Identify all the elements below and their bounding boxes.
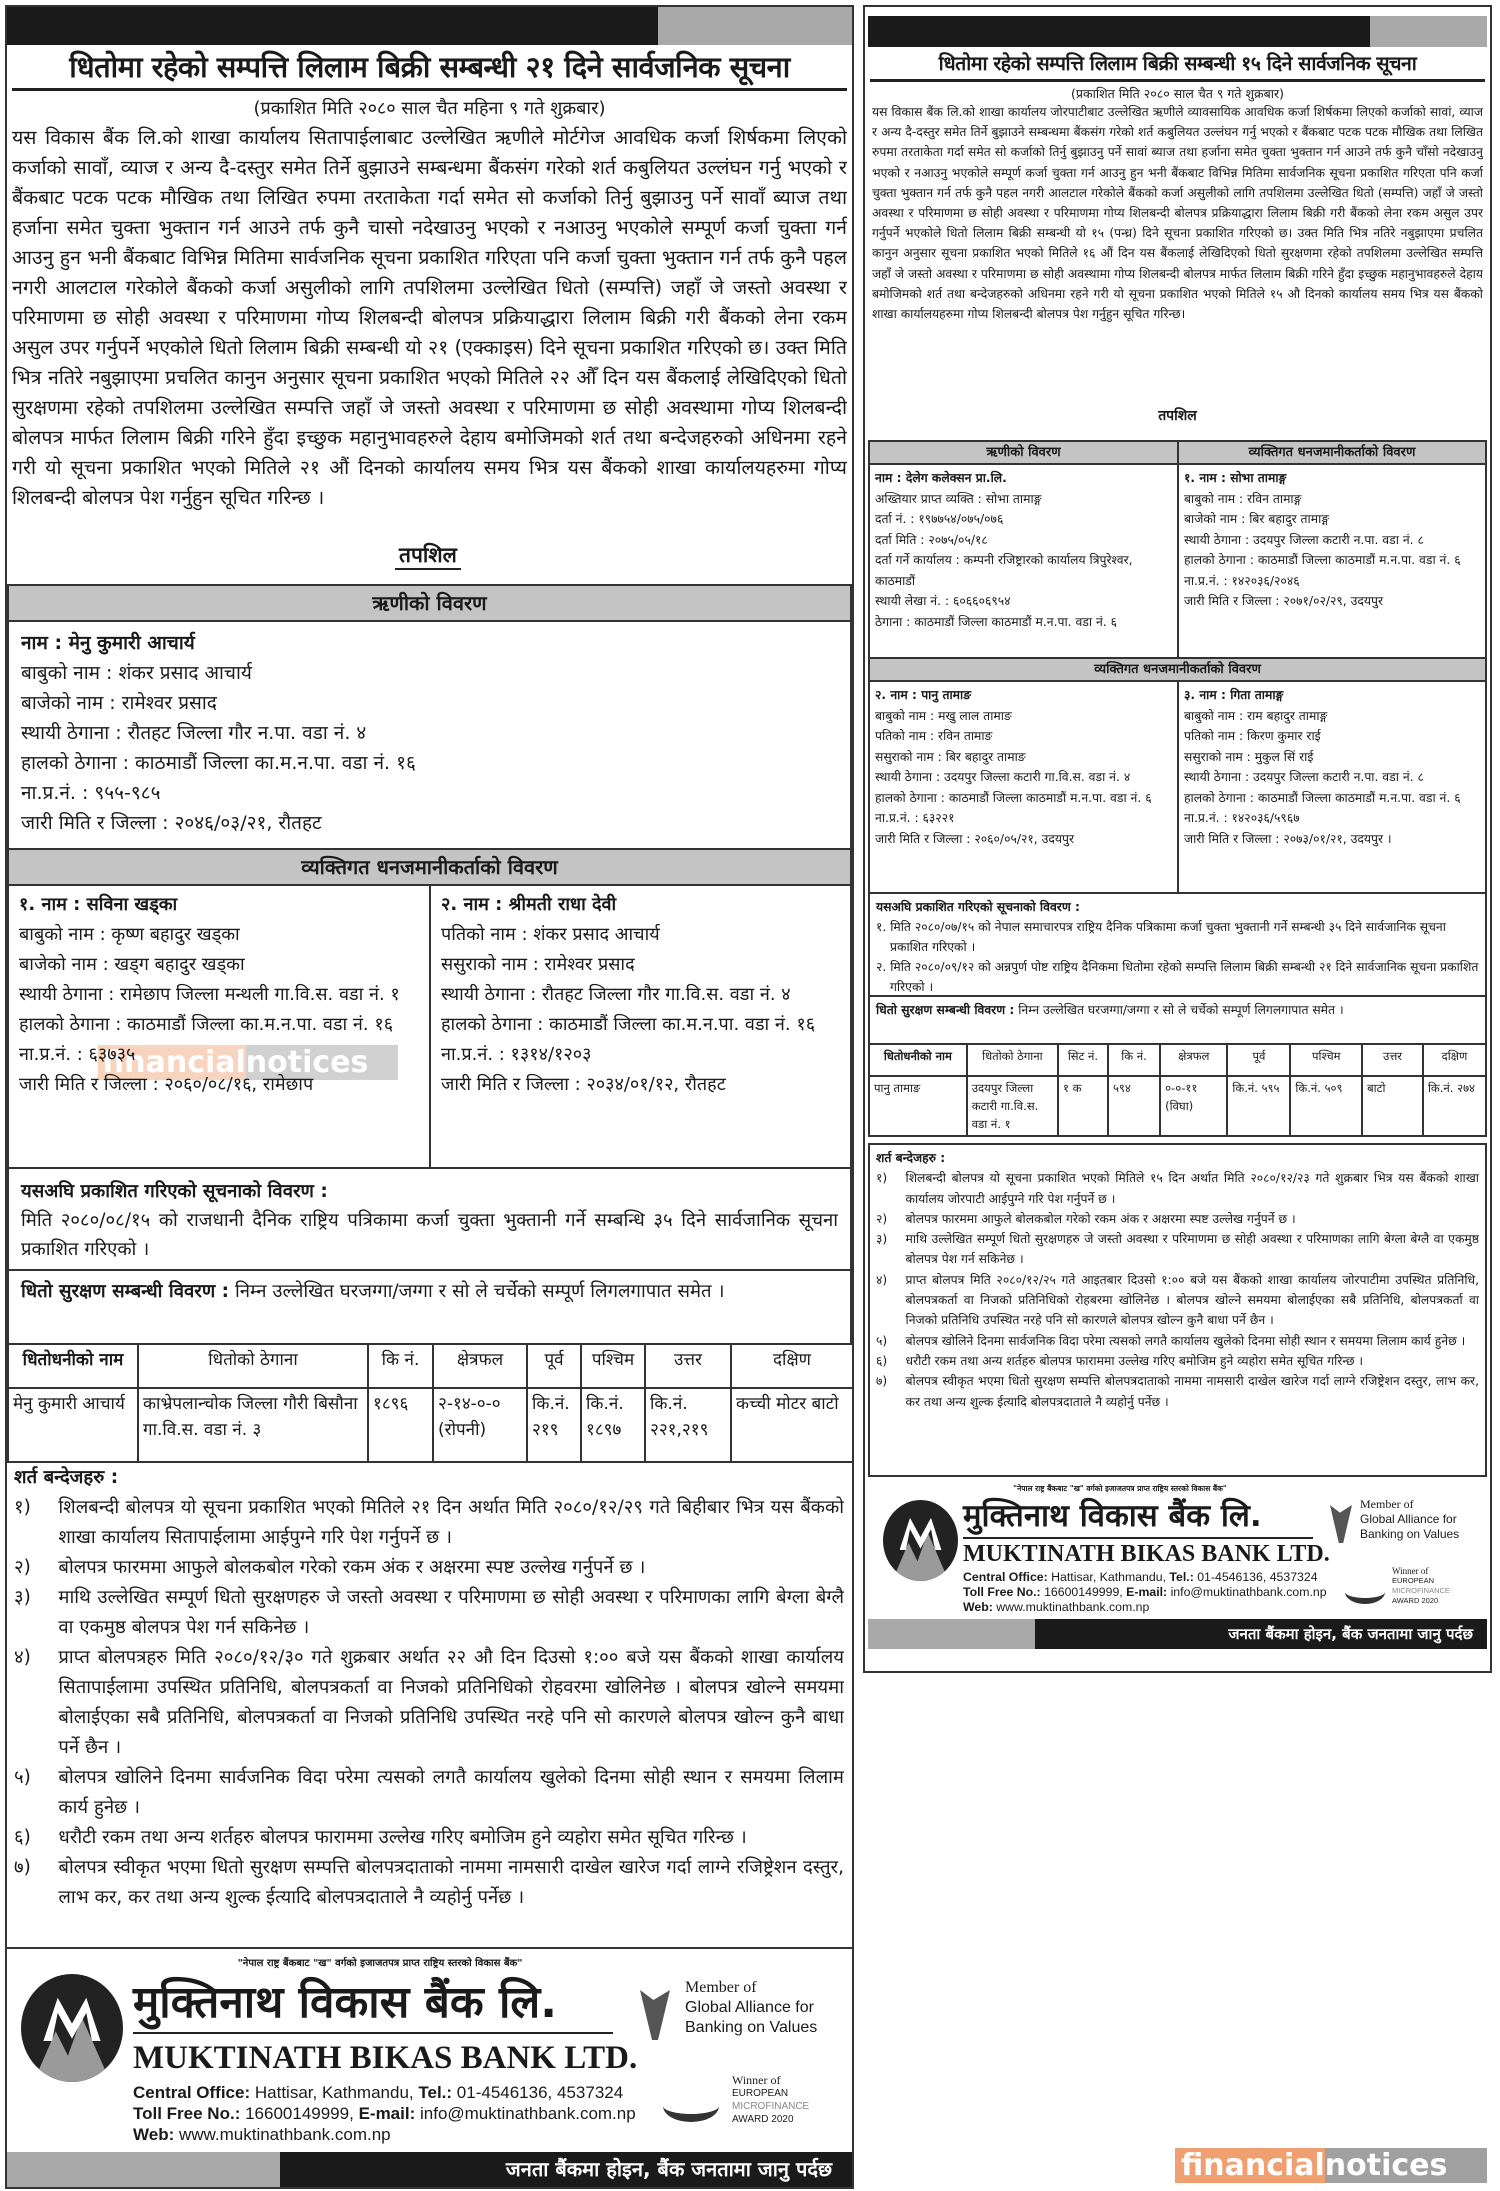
- slogan-band: [868, 1619, 1487, 1649]
- borrower-detail-line: स्थायी ठेगाना : रौतहट जिल्ला गौर न.पा. वडा नं. ४: [21, 722, 367, 744]
- member-of: Member of: [685, 1979, 757, 1996]
- security-details: [868, 995, 1487, 1045]
- bank-logo-icon: [21, 1974, 123, 2082]
- central-office: Hattisar, Kathmandu,: [254, 2083, 414, 2102]
- condition-item: [876, 1229, 1479, 1270]
- table-cell: कच्ची मोटर बाटो: [731, 1388, 853, 1462]
- condition-text: बोलपत्र खोलिने दिनमा सार्वजनिक विदा परेमा त्यसको लगतै कार्यालय खुलेको दिनमा सोही स्थान र समयमा लिलाम कार्य हुनेछ ।: [905, 1333, 1466, 1348]
- condition-item: [876, 1168, 1479, 1209]
- table-cell: कि.नं. ५०९: [1290, 1076, 1362, 1136]
- web-link[interactable]: www.muktinathbank.com.np: [996, 1600, 1150, 1614]
- bank-name-english: MUKTINATH BIKAS BANK LTD.: [133, 2040, 638, 2076]
- borrower-detail-line: ना.प्र.नं. : ९५५-९८५: [21, 782, 161, 804]
- table-cell: उदयपुर जिल्ला कटारी गा.वि.स. वडा नं. १: [967, 1076, 1058, 1136]
- guarantor-detail-line: बाबुको नाम : राम बहादुर तामाङ्ग: [1184, 708, 1328, 723]
- award-line-1: EUROPEAN: [1392, 1576, 1435, 1585]
- condition-number: २): [14, 1557, 31, 1578]
- table-cell: कि.नं. १८९७: [581, 1388, 645, 1462]
- divider: [7, 1947, 852, 1949]
- watermark-part-2: notices: [1325, 2148, 1488, 2183]
- borrower-detail-lines: [875, 489, 1172, 633]
- column-header: धितोको ठेगाना: [138, 1344, 368, 1388]
- borrower-detail-line: बाबुको नाम : शंकर प्रसाद आचार्य: [21, 662, 252, 684]
- table-row: [8, 1388, 853, 1462]
- toll-free-label: Toll Free No.:: [963, 1585, 1041, 1599]
- borrower-detail-line: स्थायी लेखा नं. : ६०६६०६९५४: [875, 594, 1011, 608]
- guarantor-3: [1177, 680, 1487, 894]
- guarantor-detail-line: ना.प्र.नं. : १४२०३६/२०४६: [1184, 573, 1300, 588]
- bank-name-english: MUKTINATH BIKAS BANK LTD.: [963, 1541, 1330, 1567]
- alliance-line-2: Banking on Values: [685, 2019, 818, 2036]
- guarantor-detail-lines: [19, 920, 419, 1100]
- condition-text: माथि उल्लेखित सम्पूर्ण धितो सुरक्षणहरु जे जस्तो अवस्था र परिमाणमा छ सोही अवस्था र परिमाणका लागि बेग्ला बेग्लै वा एकमुष्ठ बोलपत्र पेश गर्न सकिनेछ ।: [58, 1587, 844, 1638]
- condition-text: धरौटी रकम तथा अन्य शर्तहरु बोलपत्र फाराममा उल्लेख गरिए बमोजिम हुने व्यहोरा समेत सूचित गरिन्छ ।: [905, 1353, 1364, 1368]
- column-header: दक्षिण: [1423, 1044, 1486, 1076]
- collateral-table: [868, 1043, 1487, 1137]
- guarantor-name: २. नाम : श्रीमती राधा देवी: [441, 894, 617, 915]
- guarantor-detail-line: ना.प्र.नं. : १३१४/१२०३: [441, 1044, 592, 1065]
- previous-notices: [7, 1167, 852, 1271]
- condition-number: १): [14, 1497, 31, 1518]
- award-line-2: MICROFINANCE: [732, 2101, 810, 2112]
- bank-name-nepali: मुक्तिनाथ विकास बैंक लि.: [963, 1495, 1313, 1539]
- condition-item: [14, 1763, 844, 1823]
- award-logo-icon: [663, 2090, 719, 2122]
- central-office-label: Central Office:: [963, 1570, 1048, 1584]
- security-label: धितो सुरक्षण सम्बन्धी विवरण :: [21, 1281, 230, 1302]
- guarantor-name: २. नाम : पानु तामाङ: [875, 688, 972, 702]
- tel: 01-4546136, 4537324: [456, 2083, 624, 2102]
- watermark: [1175, 2141, 1487, 2190]
- borrower-header: ऋणीको विवरण: [868, 440, 1179, 465]
- bank-name-nepali: मुक्तिनाथ विकास बैंक लि.: [133, 1974, 613, 2034]
- guarantor-detail-line: ससुराको नाम : मुकुल सिं राई: [1184, 749, 1314, 764]
- borrower-detail-line: हालको ठेगाना : काठमाडौं जिल्ला का.म.न.पा. वडा नं. १६: [21, 752, 416, 774]
- bank-tagline: "नेपाल राष्ट्र बैंकबाट "ख" वर्गको इजाजतपत्र प्राप्त राष्ट्रिय स्तरको विकास बैंक": [237, 1958, 523, 1969]
- previous-notice-item: १. मिति २०८०/०७/१५ को नेपाल समाचारपत्र राष्ट्रिय दैनिक पत्रिकामा कर्जा चुक्ता भुक्तानी गर्ने सम्बन्धी ३५ दिने सार्वजानिक सूचना प्रकाशित गरिएको ।: [876, 920, 1446, 954]
- condition-number: ७): [14, 1857, 31, 1878]
- guarantor-detail-line: ना.प्र.नं. : ६३७३५: [19, 1044, 136, 1065]
- membership: [685, 1978, 817, 2038]
- web-label: Web:: [133, 2125, 175, 2144]
- borrower-details: [7, 620, 852, 850]
- condition-number: ४): [876, 1272, 888, 1287]
- watermark-part-2: notices: [246, 1045, 399, 1080]
- tel-label: Tel.:: [1169, 1570, 1194, 1584]
- condition-item: [14, 1553, 844, 1583]
- published-date: (प्रकाशित मिति २०८० साल चैत ९ गते शुक्रबार): [1071, 86, 1284, 101]
- column-header: उत्तर: [645, 1344, 731, 1388]
- conditions-list: [14, 1493, 844, 1913]
- condition-text: शिलबन्दी बोलपत्र यो सूचना प्रकाशित भएको मितिले १५ दिन अर्थात मिति २०८०/१२/२३ गते शुक्रबार भित्र यस बैंकको शाखा कार्यालय जोरपाटी आईपुग्ने गरि पेश गर्नुपर्ने छ ।: [905, 1171, 1479, 1206]
- table-cell: कि.नं. ५९५: [1227, 1076, 1290, 1136]
- toll-free-label: Toll Free No.:: [133, 2104, 241, 2123]
- conditions-title: शर्त बन्देजहरु :: [876, 1151, 946, 1165]
- published-date: (प्रकाशित मिति २०८० साल चैत महिना ९ गते शुक्रबार): [253, 98, 606, 119]
- condition-number: ६): [14, 1827, 31, 1848]
- condition-text: बोलपत्र खोलिने दिनमा सार्वजनिक विदा परेमा त्यसको लगतै कार्यालय खुलेको दिनमा सोही स्थान र समयमा लिलाम कार्य हुनेछ ।: [58, 1767, 844, 1818]
- borrower-detail-line: दर्ता नं. : १९७७५४/०७५/०७६: [875, 512, 1004, 526]
- borrower-detail-line: दर्ता गर्ने कार्यालय : कम्पनी रजिष्ट्रारको कार्यालय त्रिपुरेश्वर, काठमाडौं: [875, 553, 1133, 588]
- central-office: Hattisar, Kathmandu,: [1051, 1570, 1166, 1584]
- condition-text: बोलपत्र स्वीकृत भएमा धितो सुरक्षण सम्पत्ति बोलपत्रदाताको नाममा नामसारी दाखेल खारेज गर्दा लाग्ने रजिष्ट्रेशन दस्तुर, लाभ कर, कर तथा अन्य शुल्क ईत्यादि बोलपत्रदाताले नै व्यहोर्नु पर्नेछ ।: [905, 1374, 1479, 1409]
- bank-logo-icon: [883, 1500, 958, 1581]
- tapashil-heading: तपशिल: [1158, 408, 1197, 424]
- guarantor-detail-line: जारी मिति र जिल्ला : २०६०/०८/१६, रामेछाप: [19, 1074, 314, 1095]
- borrower-detail-line: दर्ता मिति : २०७५/०५/१८: [875, 532, 988, 547]
- guarantor-detail-line: ससुराको नाम : रामेश्वर प्रसाद: [441, 954, 635, 975]
- condition-item: [14, 1493, 844, 1553]
- table-header-row: [869, 1044, 1486, 1076]
- condition-text: बोलपत्र फारममा आफुले बोलकबोल गरेको रकम अंक र अक्षरमा स्पष्ट उल्लेख गर्नुपर्ने छ ।: [58, 1557, 646, 1578]
- guarantor-detail-line: हालको ठेगाना : काठमाडौं जिल्ला काठमाडौं म.न.पा. वडा नं. ६: [1184, 790, 1461, 805]
- condition-text: धरौटी रकम तथा अन्य शर्तहरु बोलपत्र फाराममा उल्लेख गरिए बमोजिम हुने व्यहोरा समेत सूचित गरिन्छ ।: [58, 1827, 747, 1848]
- email-label: E-mail:: [358, 2104, 416, 2123]
- condition-number: ६): [876, 1353, 888, 1368]
- guarantor-header: व्यक्तिगत धनजमानीकर्ताको विवरण: [868, 657, 1487, 682]
- guarantor-1: [7, 884, 431, 1169]
- slogan: जनता बैंकमा होइन, बैंक जनतामा जानु पर्दछ: [1228, 1625, 1473, 1643]
- borrower-detail-line: बाजेको नाम : रामेश्वर प्रसाद: [21, 692, 217, 714]
- bank-contact: [133, 2082, 636, 2145]
- security-text: निम्न उल्लेखित घरजग्गा/जग्गा र सो ले चर्चेको सम्पूर्ण लिगलगापात समेत ।: [1018, 1003, 1344, 1017]
- award: [1392, 1566, 1450, 1606]
- borrower-header: ऋणीको विवरण: [7, 584, 852, 622]
- guarantor-detail-line: हालको ठेगाना : काठमाडौं जिल्ला काठमाडौं म.न.पा. वडा नं. ६: [875, 790, 1152, 805]
- previous-notice-items: [21, 1206, 838, 1264]
- condition-text: शिलबन्दी बोलपत्र यो सूचना प्रकाशित भएको मितिले २१ दिन अर्थात मिति २०८०/१२/२९ गते बिहीबार भित्र यस बैंकको शाखा कार्यालय सितापाईलामा आईपुग्ने गरि पेश गर्नुपर्ने छ ।: [58, 1497, 844, 1548]
- column-header: पूर्व: [1227, 1044, 1290, 1076]
- table-cell: कि.नं. २१९: [527, 1388, 581, 1462]
- guarantor-detail-line: पतिको नाम : रविन तामाङ: [875, 729, 993, 743]
- web-link[interactable]: www.muktinathbank.com.np: [178, 2125, 391, 2144]
- guarantor-detail-line: जारी मिति र जिल्ला : २०६०/०५/२१, उदयपुर: [875, 831, 1075, 846]
- membership: [1360, 1497, 1459, 1542]
- watermark-part-1: financial: [1175, 2148, 1325, 2183]
- winner-of: Winner of: [732, 2073, 781, 2087]
- guarantor-detail-line: स्थायी ठेगाना : उदयपुर जिल्ला कटारी न.पा. वडा नं. ८: [1184, 532, 1424, 547]
- table-row: [869, 1076, 1486, 1136]
- condition-number: ४): [14, 1647, 31, 1668]
- condition-text: बोलपत्र स्वीकृत भएमा धितो सुरक्षण सम्पत्ति बोलपत्रदाताको नाममा नामसारी दाखेल खारेज गर्दा लाग्ने रजिष्ट्रेशन दस्तुर, लाभ कर, कर तथा अन्य शुल्क ईत्यादि बोलपत्रदाताले नै व्यहोर्नु पर्नेछ ।: [58, 1857, 844, 1908]
- column-header: दक्षिण: [731, 1344, 853, 1388]
- column-header: धितोधनीको नाम: [8, 1344, 138, 1388]
- column-header: क्षेत्रफल: [433, 1344, 527, 1388]
- guarantor-detail-line: बाबुको नाम : मखु लाल तामाङ: [875, 708, 1012, 723]
- column-header: धितोधनीको नाम: [869, 1044, 967, 1076]
- table-header-row: [8, 1344, 853, 1388]
- guarantor-detail-line: स्थायी ठेगाना : रामेछाप जिल्ला मन्थली गा.वि.स. वडा नं. १: [19, 984, 400, 1005]
- condition-text: बोलपत्र फारममा आफुले बोलकबोल गरेको रकम अंक र अक्षरमा स्पष्ट उल्लेख गर्नुपर्ने छ ।: [905, 1211, 1296, 1226]
- notice-body: यस विकास बैंक लि.को शाखा कार्यालय जोरपाटीबाट उल्लेखित ऋणीले व्यावसायिक आवधिक कर्जा शिर्षकमा लिएको कर्जाको सावां, व्याज र अन्य दै-दस्तुर समेत तिर्ने बुझाउने सम्बन्धमा बैंकसंग गरेको शर्त कबुलियत उल्लंघन गर्नु भएको र बैंकबाट पटक पटक मौखिक तथा लिखित रुपमा तरताकेता गर्दा समेत सो कर्जाको तिर्नु बुझाउनु पर्ने सावां ब्याज तथा हर्जाना समेत चुक्ता भुक्तान गर्न आउने तर्फ कुनै चाँसो नदेखाउनु भएको र नआउनु भएकोले सम्पूर्ण कर्जा चुक्ता गर्न आउनु हुन भनी बैंकबाट विभिन्न मितिमा सार्वजनिक सूचना प्रकाशित गरिएता पनि कर्जा चुक्ता भुक्तान गर्न तर्फ कुनै पहल नगरी आलटाल गरेकोले बैंकको कर्जा असुलीको लागि तपशिलमा उल्लेखित धितो (सम्पत्ति) जहाँ जे जस्तो अवस्था र परिमाणमा छ सोही अवस्था र परिमाणमा गोप्य शिलबन्दी बोलपत्र प्रक्रियाद्धारा लिलाम बिक्री गरी बैंकको लेना रकम असुल उपर गर्नुपर्ने भएकोले धितो लिलाम बिक्री सम्बन्धी यो १५ (पन्ध्र) दिने सूचना प्रकाशित गरिएको छ। उक्त मिति भित्र नतिरे नबुझाएमा प्रचलित कानुन अनुसार सूचना प्रकाशित भएको मितिले १६ औं दिन यस बैंकलाई लेखिदिएको धितो सुरक्षणमा रहेको तपशिलमा उल्लेखित सम्पत्ति जहाँ जे जस्तो अवस्था र परिमाणमा छ सोही अवस्थामा गोप्य शिलबन्दी बोलपत्र मार्फत लिलाम बिक्री गरिने हुँदा इच्छुक महानुभावहरुले देहाय बमोजिमको शर्त तथा बन्देजहरुको अधिनमा रहने गरी यो सूचना प्रकाशित भएको मितिले १५ औ दिनको कार्यालय समय भित्र यस बैंकको शाखा कार्यालयहरुमा गोप्य शिलबन्दी बोलपत्र पेश गर्नुहुन सूचित गरिन्छ।: [872, 105, 1483, 322]
- top-bar: [7, 7, 852, 45]
- guarantor-detail-line: बाजेको नाम : बिर बहादुर तामाङ्ग: [1184, 512, 1330, 526]
- borrower-detail-lines: [21, 658, 838, 838]
- column-header: क्षेत्रफल: [1160, 1044, 1227, 1076]
- award-line-2: MICROFINANCE: [1392, 1586, 1450, 1595]
- guarantor-detail-lines: [1184, 489, 1480, 612]
- tapashil-heading: तपशिल: [395, 542, 461, 570]
- guarantor-detail-line: ना.प्र.नं. : १४२०३६/५९६७: [1184, 811, 1300, 825]
- borrower-name: नाम : मेनु कुमारी आचार्य: [21, 632, 195, 654]
- member-of: Member of: [1360, 1497, 1414, 1511]
- winner-of: Winner of: [1392, 1566, 1429, 1576]
- table-cell: बाटो: [1362, 1076, 1423, 1136]
- award-line-3: AWARD 2020: [732, 2114, 794, 2125]
- condition-item: [14, 1823, 844, 1853]
- previous-notices: [868, 892, 1487, 997]
- guarantor-detail-line: बाबुको नाम : कृष्ण बहादुर खड्का: [19, 924, 240, 945]
- condition-text: प्राप्त बोलपत्र मिति २०८०/१२/२५ गते आइतबार दिउसो १:०० बजे यस बैंकको शाखा कार्यालय जोरपाटीमा उपस्थित प्रतिनिधि, बोलपत्रकर्ता वा निजको प्रतिनिधिको रोहबरमा खोलिनेछ । बोलपत्र खोल्ने समयमा बोलाईएका सबै प्रतिनिधि, बोलपत्रकर्ता वा निजको प्रतिनिधि उपस्थित नरहे पनि सो कारणले बोलपत्र खोल्न कुनै बाधा पर्ने छैन ।: [905, 1272, 1479, 1328]
- column-header: पश्चिम: [581, 1344, 645, 1388]
- guarantor-detail-line: हालको ठेगाना : काठमाडौं जिल्ला का.म.न.पा. वडा नं. १६: [19, 1014, 394, 1035]
- condition-text: माथि उल्लेखित सम्पूर्ण धितो सुरक्षणहरु जे जस्तो अवस्था र परिमाणमा छ सोही अवस्था र परिमाणका लागि बेग्ला बेग्लै वा एकमुष्ठ बोलपत्र पेश गर्न सकिनेछ ।: [905, 1232, 1479, 1267]
- guarantor-detail-line: ना.प्र.नं. : ६३२२१: [875, 811, 955, 825]
- award: [732, 2074, 809, 2126]
- previous-notice-items: [876, 917, 1479, 997]
- security-details: [7, 1269, 852, 1345]
- previous-notices-title: यसअघि प्रकाशित गरिएको सूचनाको विवरण :: [21, 1181, 328, 1202]
- bank-contact: [963, 1570, 1327, 1615]
- slogan: जनता बैंकमा होइन, बैंक जनतामा जानु पर्दछ: [505, 2157, 832, 2181]
- borrower-detail-line: अख्तियार प्राप्त व्यक्ति : सोभा तामाङ्ग: [875, 491, 1042, 506]
- guarantor-name: १. नाम : सोभा तामाङ्ग: [1184, 471, 1287, 485]
- slogan-band: [7, 2152, 852, 2187]
- table-cell: २-१४-०-० (रोपनी): [433, 1388, 527, 1462]
- condition-number: ३): [14, 1587, 31, 1608]
- column-header: उत्तर: [1362, 1044, 1423, 1076]
- email-label: E-mail:: [1126, 1585, 1168, 1599]
- award-logo-icon: [1345, 1580, 1385, 1604]
- borrower-details: [868, 463, 1179, 659]
- conditions-title: शर्त बन्देजहरु :: [14, 1467, 119, 1488]
- condition-item: [876, 1371, 1479, 1412]
- previous-notice-item: मिति २०८०/०८/१५ को राजधानी दैनिक राष्ट्रिय पत्रिकामा कर्जा चुक्ता भुक्तानी गर्ने सम्बन्धि ३५ दिने सार्वजानिक सूचना प्रकाशित गरिएको ।: [21, 1210, 838, 1260]
- condition-item: [14, 1643, 844, 1763]
- table-cell: पानु तामाङ: [869, 1076, 967, 1136]
- guarantor-detail-lines: [1184, 706, 1480, 850]
- guarantor-detail-line: ससुराको नाम : बिर बहादुर तामाङ: [875, 749, 1026, 764]
- borrower-name: नाम : देलेग कलेक्सन प्रा.लि.: [875, 471, 1007, 485]
- guarantor-detail-line: पतिको नाम : शंकर प्रसाद आचार्य: [441, 924, 660, 945]
- column-header: कि नं.: [368, 1344, 433, 1388]
- top-bar: [868, 16, 1487, 47]
- guarantor-header: व्यक्तिगत धनजमानीकर्ताको विवरण: [1177, 440, 1487, 465]
- borrower-detail-line: जारी मिति र जिल्ला : २०४६/०३/२१, रौतहट: [21, 812, 322, 834]
- email-link[interactable]: info@muktinathbank.com.np: [419, 2104, 636, 2123]
- guarantor-header: व्यक्तिगत धनजमानीकर्ताको विवरण: [7, 848, 852, 886]
- central-office-label: Central Office:: [133, 2083, 251, 2102]
- condition-item: [876, 1270, 1479, 1331]
- notice-title: धितोमा रहेको सम्पत्ति लिलाम बिक्री सम्बन्धी २१ दिने सार्वजनिक सूचना: [12, 47, 847, 91]
- security-text: निम्न उल्लेखित घरजग्गा/जग्गा र सो ले चर्चेको सम्पूर्ण लिगलगापात समेत ।: [234, 1281, 725, 1302]
- notice-title: धितोमा रहेको सम्पत्ति लिलाम बिक्री सम्बन्धी १५ दिने सार्वजनिक सूचना: [870, 49, 1485, 82]
- guarantor-detail-line: जारी मिति र जिल्ला : २०३४/०१/१२, रौतहट: [441, 1074, 726, 1095]
- security-label: धितो सुरक्षण सम्बन्धी विवरण :: [876, 1003, 1015, 1017]
- table-cell: मेनु कुमारी आचार्य: [8, 1388, 138, 1462]
- table-cell: कि.नं. २७४: [1423, 1076, 1486, 1136]
- toll-free: 16600149999,: [1044, 1585, 1123, 1599]
- guarantor-detail-line: स्थायी ठेगाना : रौतहट जिल्ला गौर गा.वि.स. वडा नं. ४: [441, 984, 791, 1005]
- award-line-3: AWARD 2020: [1392, 1596, 1439, 1605]
- conditions-list: [876, 1168, 1479, 1412]
- guarantor-name: ३. नाम : गिता तामाङ्ग: [1184, 688, 1284, 702]
- previous-notice-item: २. मिति २०८०/०९/१२ को अन्नपुर्ण पोष्ट राष्ट्रिय दैनिकमा धितोमा रहेको सम्पत्ति लिलाम बिक्री सम्बन्धी २१ दिने सार्वजानिक सूचना प्रकाशित गरिएको ।: [876, 960, 1479, 994]
- guarantor-2: [429, 884, 852, 1169]
- guarantor-1: [1177, 463, 1487, 659]
- guarantor-detail-line: स्थायी ठेगाना : उदयपुर जिल्ला कटारी गा.वि.स. वडा नं. ४: [875, 770, 1131, 784]
- previous-notices-title: यसअघि प्रकाशित गरिएको सूचनाको विवरण :: [876, 900, 1080, 914]
- bank-tagline: "नेपाल राष्ट्र बैंकबाट "ख" वर्गको इजाजतपत्र प्राप्त राष्ट्रिय स्तरको विकास बैंक": [1013, 1484, 1227, 1493]
- guarantor-detail-line: स्थायी ठेगाना : उदयपुर जिल्ला कटारी न.पा. वडा नं. ८: [1184, 770, 1424, 784]
- column-header: पूर्व: [527, 1344, 581, 1388]
- column-header: धितोको ठेगाना: [967, 1044, 1058, 1076]
- toll-free: 16600149999,: [245, 2104, 354, 2123]
- alliance-line-1: Global Alliance for: [1360, 1512, 1457, 1526]
- condition-number: ५): [876, 1333, 888, 1348]
- web-label: Web:: [963, 1600, 993, 1614]
- tel: 01-4546136, 4537324: [1197, 1570, 1318, 1584]
- table-cell: काभ्रेपलान्चोक जिल्ला गौरी बिसौना गा.वि.स. वडा नं. ३: [138, 1388, 368, 1462]
- guarantor-name: १. नाम : सविना खड्का: [19, 894, 178, 915]
- condition-number: २): [876, 1211, 888, 1226]
- condition-item: [14, 1853, 844, 1913]
- guarantor-detail-lines: [875, 706, 1172, 850]
- condition-item: [876, 1351, 1479, 1371]
- email-link[interactable]: info@muktinathbank.com.np: [1170, 1585, 1327, 1599]
- table-cell: कि.नं. २२१,२१९: [645, 1388, 731, 1462]
- table-cell: ५९४: [1108, 1076, 1160, 1136]
- condition-number: ७): [876, 1374, 888, 1389]
- column-header: पश्चिम: [1290, 1044, 1362, 1076]
- condition-number: ५): [14, 1767, 31, 1788]
- tel-label: Tel.:: [418, 2083, 453, 2102]
- award-line-1: EUROPEAN: [732, 2088, 789, 2099]
- guarantor-detail-line: जारी मिति र जिल्ला : २०७३/०१/२१, उदयपुर ।: [1184, 831, 1392, 846]
- guarantor-detail-lines: [441, 920, 840, 1100]
- condition-number: ३): [876, 1232, 888, 1247]
- guarantor-detail-line: बाजेको नाम : खड्ग बहादुर खड्का: [19, 954, 245, 975]
- condition-text: प्राप्त बोलपत्रहरु मिति २०८०/१२/३० गते शुक्रबार अर्थात २२ औ दिन दिउसो १:०० बजे यस बैंकको शाखा कार्यालय सितापाईलामा उपस्थित प्रतिनिधि, बोलपत्रकर्ता वा निजको प्रतिनिधिको रोहवरमा खोलिनेछ । बोलपत्र खोल्ने समयमा बोलाईएका सबै प्रतिनिधि, बोलपत्रकर्ता वा निजको प्रतिनिधि उपस्थित नरहे पनि सो कारणले बोलपत्र खोल्न कुनै बाधा पर्ने छैन ।: [58, 1647, 844, 1758]
- watermark-part-1: financial: [98, 1045, 246, 1080]
- column-header: सिट नं.: [1058, 1044, 1108, 1076]
- condition-item: [876, 1209, 1479, 1229]
- table-cell: १ क: [1058, 1076, 1108, 1136]
- guarantor-2: [868, 680, 1179, 894]
- table-cell: ०-०-११ (विघा): [1160, 1076, 1227, 1136]
- guarantor-detail-line: पतिको नाम : किरण कुमार राई: [1184, 729, 1321, 743]
- borrower-detail-line: ठेगाना : काठमाडौं जिल्ला काठमाडौं म.न.पा. वडा नं. ६: [875, 614, 1118, 629]
- column-header: कि नं.: [1108, 1044, 1160, 1076]
- condition-item: [876, 1331, 1479, 1351]
- collateral-table: [7, 1343, 854, 1463]
- condition-item: [14, 1583, 844, 1643]
- table-cell: १८९६: [368, 1388, 433, 1462]
- guarantor-detail-line: हालको ठेगाना : काठमाडौं जिल्ला का.म.न.पा. वडा नं. १६: [441, 1014, 816, 1035]
- alliance-line-1: Global Alliance for: [685, 1999, 814, 2016]
- guarantor-detail-line: हालको ठेगाना : काठमाडौं जिल्ला काठमाडौं म.न.पा. वडा नं. ६: [1184, 553, 1461, 567]
- conditions: [14, 1463, 844, 1947]
- conditions: [868, 1143, 1487, 1477]
- guarantor-detail-line: बाबुको नाम : रविन तामाङ्ग: [1184, 491, 1302, 506]
- alliance-line-2: Banking on Values: [1360, 1527, 1460, 1541]
- condition-number: १): [876, 1171, 888, 1186]
- guarantor-detail-line: जारी मिति र जिल्ला : २०७१/०२/२९, उदयपुर: [1184, 594, 1384, 608]
- notice-body: यस विकास बैंक लि.को शाखा कार्यालय सितापाईलाबाट उल्लेखित ऋणीले मोर्टगेज आवधिक कर्जा शिर्षकमा लिएको कर्जाको सावाँ, व्याज र अन्य दै-दस्तुर समेत तिर्ने बुझाउने सम्बन्धमा बैंकसंग गरेको शर्त कबुलियत उल्लंघन गर्नु भएको र बैंकबाट पटक पटक मौखिक तथा लिखित रुपमा तरताकेता गर्दा समेत सो कर्जाको तिर्नु बुझाउनु पर्ने सावाँ ब्याज तथा हर्जाना समेत चुक्ता भुक्तान गर्न आउने तर्फ कुनै चासो नदेखाउनु भएको र नआउनु भएकोले सम्पूर्ण कर्जा चुक्ता गर्न आउनु हुन भनी बैंकबाट विभिन्न मितिमा सार्वजनिक सूचना प्रकाशित गरिएता पनि कर्जा चुक्ता भुक्तान गर्न तर्फ कुनै पहल नगरी आलटाल गरेकोले बैंकको कर्जा असुलीको लागि तपशिलमा उल्लेखित धितो (सम्पत्ति) जहाँ जे जस्तो अवस्था र परिमाणमा छ सोही अवस्था र परिमाणमा गोप्य शिलबन्दी बोलपत्र प्रक्रियाद्धारा लिलाम बिक्री गरी बैंकको लेना रकम असुल उपर गर्नुपर्ने भएकोले धितो लिलाम बिक्री सम्बन्धी यो २१ (एक्काइस) दिने सूचना प्रकाशित गरिएको छ। उक्त मिति भित्र नतिरे नबुझाएमा प्रचलित कानुन अनुसार सूचना प्रकाशित भएको मितिले २२ औँ दिन यस बैंकलाई लेखिदिएको धितो सुरक्षणमा रहेको तपशिलमा उल्लेखित सम्पत्ति जहाँ जे जस्तो अवस्था र परिमाणमा छ सोही अवस्थामा गोप्य शिलबन्दी बोलपत्र मार्फत लिलाम बिक्री गरिने हुँदा इच्छुक महानुभावहरुले देहाय बमोजिमको शर्त तथा बन्देजहरुको अधिनमा रहने गरी यो सूचना प्रकाशित भएको मितिले २१ औं दिनको कार्यालय समय भित्र यस बैंकको शाखा कार्यालयहरुमा गोप्य शिलबन्दी बोलपत्र पेश गर्नुहुन सूचित गरिन्छ ।: [12, 126, 847, 509]
